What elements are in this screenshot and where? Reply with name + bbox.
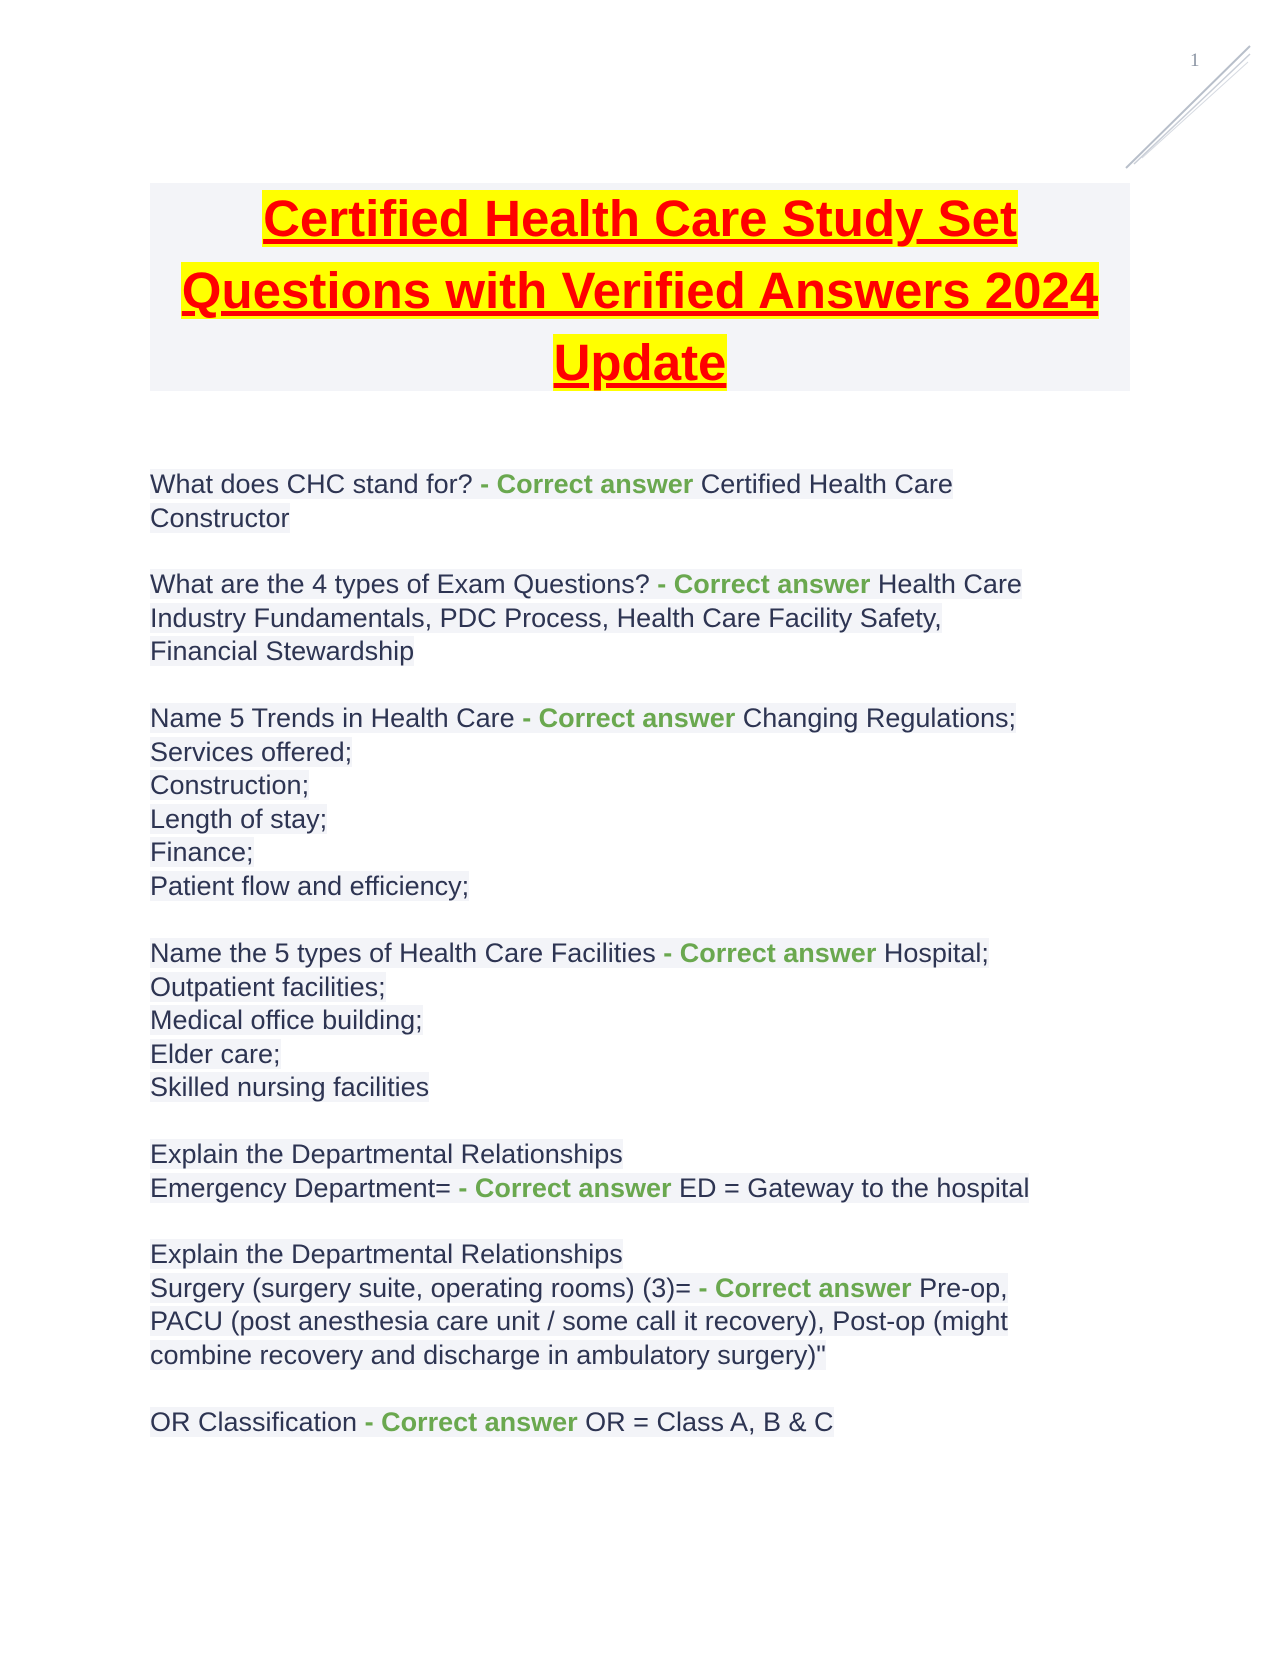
correct-answer-marker: - Correct answer: [663, 938, 877, 968]
answer-line: Patient flow and efficiency;: [150, 870, 470, 901]
qa-item-6: [150, 1238, 1110, 1372]
question-text: Surgery (surgery suite, operating rooms) (3)=: [150, 1272, 691, 1303]
qa-item-3: [150, 702, 1110, 903]
question-text: What are the 4 types of Exam Questions?: [150, 569, 650, 599]
answer-line: OR = Class A, B & C: [585, 1407, 834, 1437]
correct-answer-marker: - Correct answer: [480, 469, 694, 499]
answer-line: Elder care;: [150, 1038, 281, 1069]
answer-line: Outpatient facilities;: [150, 971, 386, 1002]
answer-line: Services offered;: [150, 736, 353, 767]
answer-line: Certified Health Care: [700, 469, 953, 499]
answer-line: Financial Stewardship: [150, 636, 415, 666]
title-line-3: Update: [553, 334, 727, 391]
question-text: Emergency Department=: [150, 1172, 451, 1203]
correct-answer-marker: - Correct answer: [364, 1407, 578, 1437]
answer-line: Changing Regulations;: [742, 703, 1016, 733]
answer-line: Pre-op,: [919, 1272, 1008, 1303]
qa-item-2: [150, 568, 1110, 669]
qa-item-1: [150, 468, 1110, 535]
question-text: Name 5 Trends in Health Care: [150, 703, 515, 733]
answer-line: Constructor: [150, 502, 290, 533]
question-text: Name the 5 types of Health Care Facilities: [150, 938, 656, 968]
answer-line: ED = Gateway to the hospital: [679, 1172, 1030, 1203]
question-text: Explain the Departmental Relationships: [150, 1239, 623, 1269]
title-line-1: Certified Health Care Study Set: [263, 190, 1017, 247]
answer-line: Skilled nursing facilities: [150, 1072, 430, 1102]
correct-answer-marker: - Correct answer: [698, 1272, 912, 1303]
answer-line: Finance;: [150, 837, 254, 867]
qa-item-4: [150, 937, 1110, 1105]
correct-answer-marker: - Correct answer: [657, 569, 871, 599]
qa-item-7: [150, 1406, 1110, 1440]
answer-line: Length of stay;: [150, 803, 328, 834]
title-line-2: Questions with Verified Answers 2024: [181, 262, 1099, 319]
correct-answer-marker: - Correct answer: [522, 703, 736, 733]
answer-line: Health Care: [877, 569, 1022, 599]
answer-line: combine recovery and discharge in ambulatory surgery)": [150, 1339, 826, 1370]
answer-line: Construction;: [150, 770, 310, 800]
answer-line: PACU (post anesthesia care unit / some call it recovery), Post-op (might: [150, 1306, 1008, 1336]
answer-line: Industry Fundamentals, PDC Process, Health Care Facility Safety,: [150, 602, 942, 633]
page-number: 1: [1190, 50, 1200, 71]
question-text: Explain the Departmental Relationships: [150, 1139, 623, 1169]
answer-line: Medical office building;: [150, 1005, 423, 1035]
document-title: [150, 183, 1130, 391]
corner-decoration: [1120, 40, 1260, 170]
question-text: What does CHC stand for?: [150, 469, 473, 499]
correct-answer-marker: - Correct answer: [458, 1172, 672, 1203]
answer-line: Hospital;: [883, 938, 989, 968]
qa-item-5: [150, 1138, 1110, 1205]
question-text: OR Classification: [150, 1407, 358, 1437]
